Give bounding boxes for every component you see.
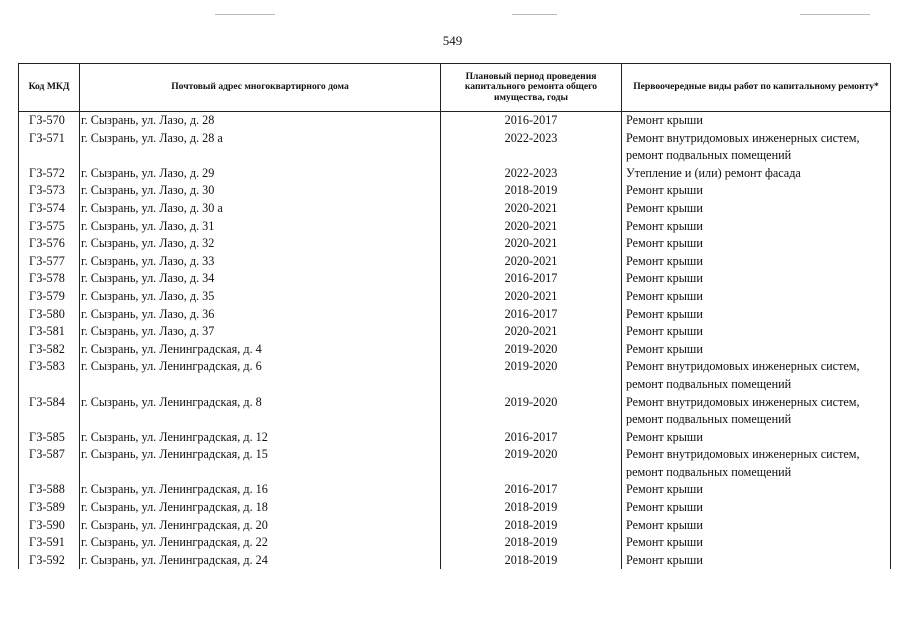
cell-address: г. Сызрань, ул. Ленинградская, д. 15	[80, 446, 441, 481]
cell-code: ГЗ-574	[19, 200, 80, 218]
table-row	[19, 534, 891, 552]
scan-artifact-top-left	[215, 14, 275, 15]
table-row	[19, 323, 891, 341]
cell-period: 2020-2021	[441, 288, 622, 306]
cell-code: ГЗ-576	[19, 235, 80, 253]
cell-work: Ремонт внутридомовых инженерных систем, ремонт подвальных помещений	[622, 358, 891, 393]
cell-work: Утепление и (или) ремонт фасада	[622, 165, 891, 183]
cell-address: г. Сызрань, ул. Лазо, д. 29	[80, 165, 441, 183]
cell-code: ГЗ-588	[19, 481, 80, 499]
cell-code: ГЗ-572	[19, 165, 80, 183]
table-row	[19, 288, 891, 306]
cell-period: 2020-2021	[441, 323, 622, 341]
cell-work: Ремонт внутридомовых инженерных систем, ремонт подвальных помещений	[622, 130, 891, 165]
table-row	[19, 130, 891, 165]
cell-address: г. Сызрань, ул. Лазо, д. 30 а	[80, 200, 441, 218]
cell-period: 2022-2023	[441, 130, 622, 165]
cell-address: г. Сызрань, ул. Ленинградская, д. 8	[80, 394, 441, 429]
table-row	[19, 394, 891, 429]
cell-address: г. Сызрань, ул. Лазо, д. 30	[80, 182, 441, 200]
cell-period: 2020-2021	[441, 218, 622, 236]
table-row	[19, 446, 891, 481]
cell-code: ГЗ-578	[19, 270, 80, 288]
table-row	[19, 218, 891, 236]
cell-period: 2016-2017	[441, 270, 622, 288]
cell-code: ГЗ-587	[19, 446, 80, 481]
cell-address: г. Сызрань, ул. Лазо, д. 37	[80, 323, 441, 341]
cell-period: 2018-2019	[441, 534, 622, 552]
cell-period: 2020-2021	[441, 235, 622, 253]
cell-code: ГЗ-579	[19, 288, 80, 306]
cell-code: ГЗ-585	[19, 429, 80, 447]
cell-work: Ремонт крыши	[622, 517, 891, 535]
cell-period: 2019-2020	[441, 446, 622, 481]
header-code: Код МКД	[19, 64, 80, 112]
page-number: 549	[442, 33, 463, 48]
table-row	[19, 112, 891, 130]
cell-address: г. Сызрань, ул. Ленинградская, д. 22	[80, 534, 441, 552]
cell-period: 2016-2017	[441, 306, 622, 324]
cell-work: Ремонт внутридомовых инженерных систем, ремонт подвальных помещений	[622, 446, 891, 481]
repair-schedule-table	[18, 63, 891, 569]
cell-code: ГЗ-573	[19, 182, 80, 200]
cell-address: г. Сызрань, ул. Лазо, д. 28 а	[80, 130, 441, 165]
table-row	[19, 235, 891, 253]
table-row	[19, 481, 891, 499]
cell-work: Ремонт крыши	[622, 200, 891, 218]
cell-address: г. Сызрань, ул. Лазо, д. 28	[80, 112, 441, 130]
cell-work: Ремонт крыши	[622, 235, 891, 253]
cell-work: Ремонт крыши	[622, 218, 891, 236]
cell-work: Ремонт крыши	[622, 270, 891, 288]
cell-work: Ремонт крыши	[622, 323, 891, 341]
header-address: Почтовый адрес многоквартирного дома	[80, 64, 441, 112]
cell-code: ГЗ-581	[19, 323, 80, 341]
table-body	[19, 112, 891, 570]
table-row	[19, 306, 891, 324]
table-row	[19, 165, 891, 183]
cell-code: ГЗ-592	[19, 552, 80, 570]
cell-address: г. Сызрань, ул. Лазо, д. 34	[80, 270, 441, 288]
table-row	[19, 358, 891, 393]
cell-code: ГЗ-575	[19, 218, 80, 236]
cell-period: 2018-2019	[441, 499, 622, 517]
cell-period: 2016-2017	[441, 429, 622, 447]
table-row	[19, 270, 891, 288]
cell-work: Ремонт крыши	[622, 341, 891, 359]
cell-period: 2019-2020	[441, 394, 622, 429]
cell-period: 2018-2019	[441, 182, 622, 200]
table-header-row	[19, 64, 891, 112]
cell-period: 2020-2021	[441, 253, 622, 271]
cell-address: г. Сызрань, ул. Ленинградская, д. 6	[80, 358, 441, 393]
table-row	[19, 552, 891, 570]
table-row	[19, 253, 891, 271]
cell-code: ГЗ-589	[19, 499, 80, 517]
cell-work: Ремонт крыши	[622, 534, 891, 552]
header-work: Первоочередные виды работ по капитальному ремонту*	[622, 64, 891, 112]
cell-code: ГЗ-570	[19, 112, 80, 130]
cell-period: 2019-2020	[441, 358, 622, 393]
cell-work: Ремонт внутридомовых инженерных систем, ремонт подвальных помещений	[622, 394, 891, 429]
cell-work: Ремонт крыши	[622, 288, 891, 306]
cell-address: г. Сызрань, ул. Ленинградская, д. 18	[80, 499, 441, 517]
cell-work: Ремонт крыши	[622, 429, 891, 447]
scan-artifact-top-center	[512, 14, 557, 15]
cell-code: ГЗ-590	[19, 517, 80, 535]
cell-address: г. Сызрань, ул. Ленинградская, д. 20	[80, 517, 441, 535]
cell-work: Ремонт крыши	[622, 253, 891, 271]
cell-work: Ремонт крыши	[622, 306, 891, 324]
table-row	[19, 341, 891, 359]
cell-address: г. Сызрань, ул. Лазо, д. 33	[80, 253, 441, 271]
table-row	[19, 429, 891, 447]
cell-address: г. Сызрань, ул. Лазо, д. 35	[80, 288, 441, 306]
cell-address: г. Сызрань, ул. Ленинградская, д. 4	[80, 341, 441, 359]
cell-code: ГЗ-571	[19, 130, 80, 165]
cell-code: ГЗ-584	[19, 394, 80, 429]
cell-period: 2016-2017	[441, 112, 622, 130]
cell-code: ГЗ-580	[19, 306, 80, 324]
cell-period: 2016-2017	[441, 481, 622, 499]
cell-code: ГЗ-577	[19, 253, 80, 271]
cell-period: 2020-2021	[441, 200, 622, 218]
table-row	[19, 499, 891, 517]
cell-code: ГЗ-591	[19, 534, 80, 552]
cell-period: 2018-2019	[441, 517, 622, 535]
cell-work: Ремонт крыши	[622, 182, 891, 200]
cell-work: Ремонт крыши	[622, 499, 891, 517]
cell-address: г. Сызрань, ул. Лазо, д. 31	[80, 218, 441, 236]
cell-address: г. Сызрань, ул. Ленинградская, д. 16	[80, 481, 441, 499]
cell-address: г. Сызрань, ул. Лазо, д. 36	[80, 306, 441, 324]
cell-code: ГЗ-582	[19, 341, 80, 359]
cell-period: 2022-2023	[441, 165, 622, 183]
cell-address: г. Сызрань, ул. Ленинградская, д. 24	[80, 552, 441, 570]
scan-artifact-top-right	[800, 14, 870, 15]
cell-work: Ремонт крыши	[622, 552, 891, 570]
cell-work: Ремонт крыши	[622, 481, 891, 499]
cell-period: 2019-2020	[441, 341, 622, 359]
table-row	[19, 182, 891, 200]
table-row	[19, 200, 891, 218]
cell-address: г. Сызрань, ул. Лазо, д. 32	[80, 235, 441, 253]
table-row	[19, 517, 891, 535]
cell-work: Ремонт крыши	[622, 112, 891, 130]
cell-period: 2018-2019	[441, 552, 622, 570]
cell-address: г. Сызрань, ул. Ленинградская, д. 12	[80, 429, 441, 447]
header-period: Плановый период проведения капитального ремонта общего имущества, годы	[441, 64, 622, 112]
cell-code: ГЗ-583	[19, 358, 80, 393]
